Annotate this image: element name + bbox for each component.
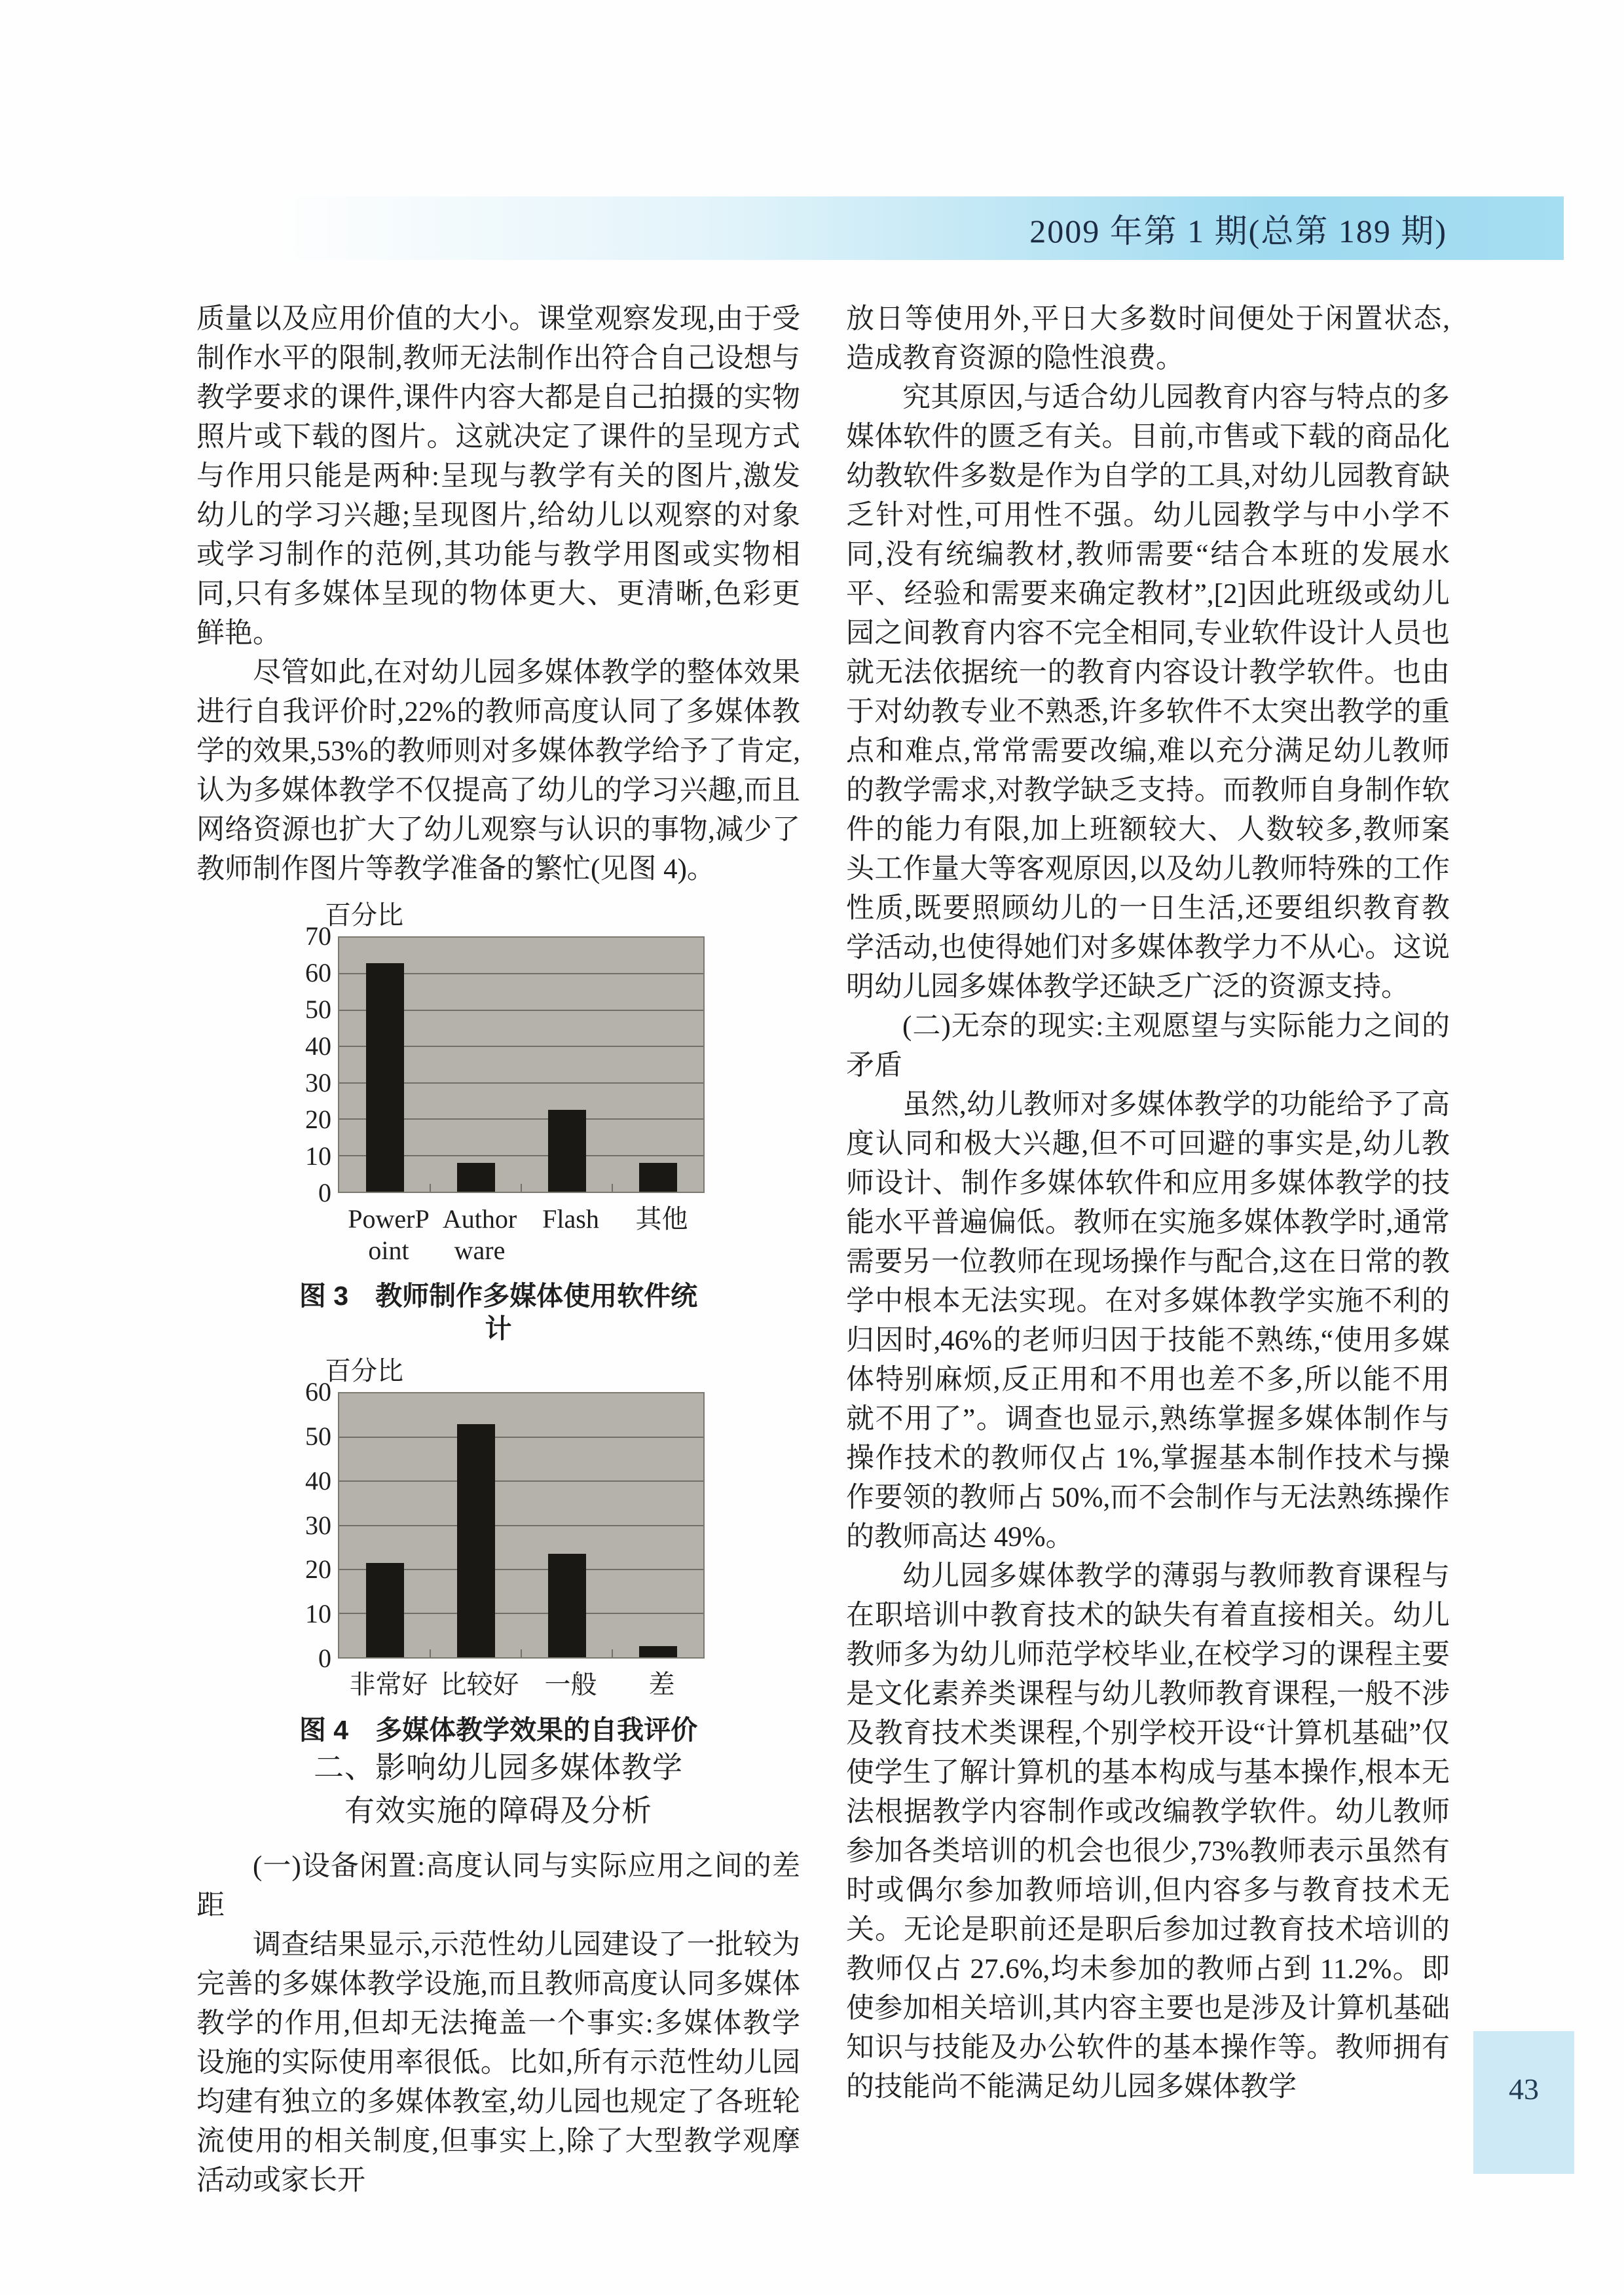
gridline: [339, 1525, 703, 1526]
y-axis-tick: 30: [305, 1510, 331, 1540]
y-axis-tick: 70: [305, 921, 331, 951]
x-axis-label: Authorware: [442, 1204, 517, 1265]
gridline: [339, 1437, 703, 1438]
x-axis: [343, 1203, 707, 1266]
x-axis-label: 比较好: [440, 1670, 519, 1699]
page-number: 43: [1509, 2072, 1539, 2106]
subsection-heading: (二)无奈的现实:主观愿望与实际能力之间的矛盾: [846, 1011, 1450, 1081]
paragraph: 虽然,幼儿教师对多媒体教学的功能给予了高度认同和极大兴趣,但不可回避的事实是,幼儿教师设计、制作多媒体软件和应用多媒体教学的技能水平普遍偏低。教师在实施多媒体教学时,通常需要另一位教师在现场操作与配合,这在日常的教学中根本无法实现。在对多媒体教学实施不利的归因时,46%的老师归因于技能不熟练,“使用多媒体特别麻烦,反正用和不用也差不多,所以能不用就不用了”。调查也显示,熟练掌握多媒体制作与操作技术的教师仅占 1%,掌握基本制作技术与操作要领的教师占 50%,而不会制作与无法熟练操作的教师高达 49%。: [846, 1090, 1450, 1552]
page-number-box: [1473, 2031, 1574, 2174]
y-axis-tick: 20: [305, 1554, 331, 1585]
y-axis-tick: 10: [305, 1599, 331, 1629]
figure-3: [288, 900, 709, 1345]
y-axis-tick: 30: [305, 1068, 331, 1097]
y-axis-tick: 50: [305, 1421, 331, 1451]
right-column: [846, 300, 1450, 2107]
subsection-heading: (一)设备闲置:高度认同与实际应用之间的差距: [196, 1851, 800, 1921]
x-axis-tick: [521, 1649, 522, 1657]
paragraph: 质量以及应用价值的大小。课堂观察发现,由于受制作水平的限制,教师无法制作出符合自己设想与教学要求的课件,课件内容大都是自己拍摄的实物照片或下载的图片。这就决定了课件的呈现方式与作用只能是两种:呈现与教学有关的图片,激发幼儿的学习兴趣;呈现图片,给幼儿以观察的对象或学习制作的范例,其功能与教学用图或实物相同,只有多媒体呈现的物体更大、更清晰,色彩更鲜艳。: [196, 304, 800, 649]
y-axis-tick: 0: [318, 1643, 331, 1673]
chart-plot: [338, 936, 705, 1193]
bar: [639, 1163, 677, 1192]
chart-area: [288, 921, 709, 1207]
bar: [548, 1110, 586, 1192]
x-axis-tick: [521, 1184, 522, 1192]
x-axis-tick: [430, 1649, 431, 1657]
y-axis-tick: 40: [305, 1465, 331, 1496]
x-axis-label: 一般: [544, 1670, 597, 1699]
y-axis-tick: 20: [305, 1105, 331, 1134]
left-column: [196, 300, 800, 2201]
y-axis-title: 百分比: [325, 900, 403, 930]
paragraph: 尽管如此,在对幼儿园多媒体教学的整体效果进行自我评价时,22%的教师高度认同了多媒体教学的效果,53%的教师则对多媒体教学给予了肯定,认为多媒体教学不仅提高了幼儿的学习兴趣,而且网络资源也扩大了幼儿观察与认识的事物,减少了教师制作图片等教学准备的繁忙(见图 4)。: [196, 657, 800, 885]
figure-4: [288, 1355, 709, 1746]
chart-area: [288, 1377, 709, 1673]
bar: [457, 1424, 495, 1657]
y-axis-tick: 60: [305, 1377, 331, 1406]
bar: [457, 1163, 495, 1192]
bar: [366, 963, 404, 1192]
bar: [639, 1646, 677, 1657]
bar: [548, 1554, 586, 1657]
x-axis-label: 其他: [635, 1204, 688, 1234]
gridline: [339, 1480, 703, 1482]
bar: [366, 1563, 404, 1657]
x-axis-label: 差: [648, 1670, 675, 1699]
y-axis: [288, 921, 338, 1207]
y-axis-tick: 60: [305, 958, 331, 987]
y-axis-tick: 40: [305, 1031, 331, 1061]
y-axis-tick: 10: [305, 1141, 331, 1171]
paragraph: 放日等使用外,平日大多数时间便处于闲置状态,造成教育资源的隐性浪费。: [846, 304, 1450, 374]
section-heading-line2: 有效实施的障碍及分析: [344, 1794, 652, 1827]
header-band: [274, 196, 1564, 260]
paragraph: 幼儿园多媒体教学的薄弱与教师教育课程与在职培训中教育技术的缺失有着直接相关。幼儿教师多为幼儿师范学校毕业,在校学习的课程主要是文化素养类课程与幼儿教师教育课程,一般不涉及教育技术类课程,个别学校开设“计算机基础”仅使学生了解计算机的基本构成与基本操作,根本无法根据教学内容制作或改编教学软件。幼儿教师参加各类培训的机会也很少,73%教师表示虽然有时或偶尔参加教师培训,但内容多与教育技术无关。无论是职前还是职后参加过教育技术培训的教师仅占 27.6%,均未参加的教师占到 11.2%。即使参加相关培训,其内容主要也是涉及计算机基础知识与技能及办公软件的基本操作等。教师拥有的技能尚不能满足幼儿园多媒体教学: [846, 1561, 1450, 2102]
section-heading-line1: 二、影响幼儿园多媒体教学: [314, 1751, 683, 1784]
chart-plot: [338, 1392, 705, 1659]
y-axis-tick: 0: [318, 1178, 331, 1207]
x-axis: [343, 1669, 707, 1700]
x-axis-label: Flash: [542, 1204, 599, 1234]
paragraph: 究其原因,与适合幼儿园教育内容与特点的多媒体软件的匮乏有关。目前,市售或下载的商品化幼教软件多数是作为自学的工具,对幼儿园教育缺乏针对性,可用性不强。幼儿园教学与中小学不同,没有统编教材,教师需要“结合本班的发展水平、经验和需要来确定教材”,[2]因此班级或幼儿园之间教育内容不完全相同,专业软件设计人员也就无法依据统一的教育内容设计教学软件。也由于对幼教专业不熟悉,许多软件不太突出教学的重点和难点,常常需要改编,难以充分满足幼儿教师的教学需求,对教学缺乏支持。而教师自身制作软件的能力有限,加上班额较大、人数较多,教师案头工作量大等客观原因,以及幼儿教师特殊的工作性质,既要照顾幼儿的一日生活,还要组织教育教学活动,也使得她们对多媒体教学力不从心。这说明幼儿园多媒体教学还缺乏广泛的资源支持。: [846, 382, 1450, 1002]
x-axis-tick: [612, 1649, 613, 1657]
x-axis-label: PowerPoint: [348, 1204, 430, 1265]
y-axis-tick: 50: [305, 995, 331, 1024]
issue-label: 2009 年第 1 期(总第 189 期): [1029, 212, 1447, 249]
y-axis: [288, 1377, 338, 1673]
x-axis-label: 非常好: [349, 1670, 428, 1699]
paragraph: 调查结果显示,示范性幼儿园建设了一批较为完善的多媒体教学设施,而且教师高度认同多媒体教学的作用,但却无法掩盖一个事实:多媒体教学设施的实际使用率很低。比如,所有示范性幼儿园均建有独立的多媒体教室,幼儿园也规定了各班轮流使用的相关制度,但事实上,除了大型教学观摩活动或家长开: [196, 1930, 800, 2196]
figure-caption: 图 4 多媒体教学效果的自我评价: [299, 1715, 698, 1745]
figure-caption: 图 3 教师制作多媒体使用软件统计: [299, 1281, 698, 1344]
x-axis-tick: [612, 1184, 613, 1192]
y-axis-title: 百分比: [325, 1356, 403, 1386]
x-axis-tick: [430, 1184, 431, 1192]
